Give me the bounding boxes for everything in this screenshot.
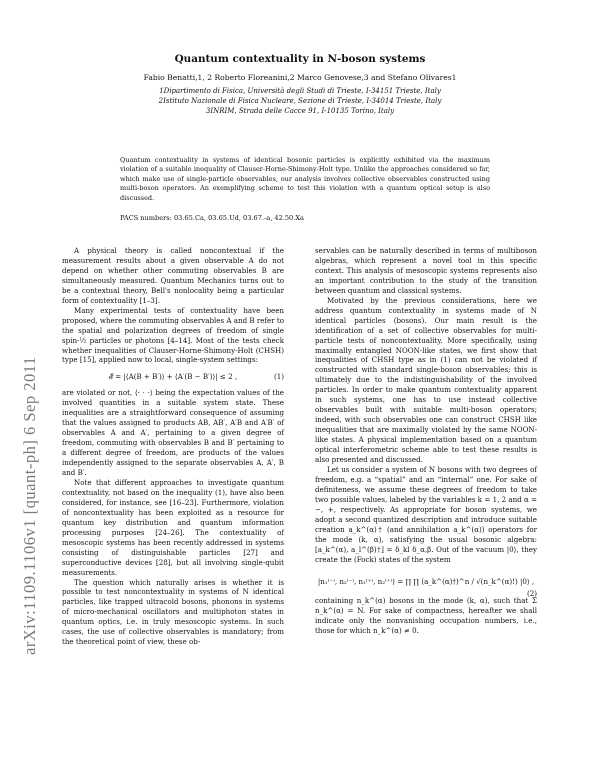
paragraph: Note that different approaches to investigate quantum contextuality, not based on the inequality (1), have also been considered, for instance, see [16–23]. Furthermore, violation of noncontextuality has been exploited as a resource for quantum key distribution and quantum information processing purposes [24–26]. The contextuality of mesoscopic systems has been recently addressed in systems consisting of distinguishable particles [27] and superconductive devices [28], but all involving single-qubit measurements. (62, 477, 284, 577)
affiliation-3: 3INRIM, Strada delle Cacce 91, I-10135 Torino, Italy (205, 107, 395, 115)
equation-1 (62, 372, 284, 382)
paragraph: A physical theory is called noncontextual if the measurement results about a given observable A do not depend on whether other commuting observables B are simultaneously measured. Quantum Mechanics turns out to be a contextual theory, Bell's nonlocality being a particular form of contextuality [1–3]. (62, 246, 284, 305)
arxiv-identifier: arXiv:1109.1106v1 [quant-ph] 6 Sep 2011 (20, 356, 39, 655)
equation-number: (1) (273, 372, 284, 382)
affiliation-1: 1Dipartimento di Fisica, Università degli Studi di Trieste, I-34151 Trieste, Italy (159, 87, 441, 95)
affiliation-2: 2Istituto Nazionale di Fisica Nucleare, Sezione di Trieste, I-34014 Trieste, Italy (158, 97, 442, 105)
pacs-numbers: PACS numbers: 03.65.Ca, 03.65.Ud, 03.67.-a, 42.50.Xa (120, 214, 304, 222)
equation-body: 𝓔 = |⟨A(B + B′)⟩ + ⟨A′(B − B′)⟩| ≤ 2 , (108, 372, 238, 382)
paragraph: servables can be naturally described in terms of multiboson algebras, which represent a novel tool in this specific context. This analysis of mesoscopic systems represents also an important contribution to the study of the transition between quantum and classical systems. (315, 246, 537, 295)
paragraph: Motivated by the previous considerations, here we address quantum contextuality in systems made of N identical particles (bosons). Our main result is the identification of a set of collective observables for multi-particle tests of noncontextuality. More specifically, using maximally entangled NOON-like states, we first show that inequalities of CHSH type as in (1) can not be violated if constructed with standard single-boson observables; this is ultimately due to the indistinguishability of the involved particles. In order to make quantum contextuality apparent in such systems, one has to use instead collective observables built with suitable multi-boson operators; indeed, with such observables one can construct CHSH like inequalities that are maximally violated by the same NOON-like states. A physical implementation based on a quantum optical interferometric scheme able to test these results is also presented and discussed. (315, 295, 537, 465)
paragraph: are violated or not, ⟨· · ·⟩ being the expectation values of the involved quantities in a suitable system state. These inequalities are a straightforward consequence of assuming that the values assigned to products AB, AB′, A′B and A′B′ of observables A and A′, pertaining to a given degree of freedom, commuting with observables B and B′ pertaining to a different degree of freedom, are products of the values independently assigned to the separate observables A, A′, B and B′. (62, 388, 284, 478)
equation-number: (2) (526, 588, 537, 598)
paragraph: Many experimental tests of contextuality have been proposed, where the commuting observables A and B refer to the spatial and polarization degrees of freedom of single spin-½ particles or photons [4–14]. Most of the tests check whether inequalities of Clauser-Horne-Shimony-Holt (CHSH) type [15], applied now to local, single-system settings: (62, 305, 285, 365)
paragraph: Let us consider a system of N bosons with two degrees of freedom, e.g. a “spatial” and an “internal” one. For sake of definiteness, we assume these degrees of freedom to take two possible values, labeled by the variables k = 1, 2 and α = −, +, respectively. As appropriate for boson systems, we adopt a second quantized description and introduce suitable creation a_k^(α)† (and annihilation a_k^(α)) operators for the mode (k, α), satisfying the usual bosonic algebra: [a_k^(α), a_l^(β)†] = δ_kl δ_α,β. Out of the vacuum |0⟩, they create the (Fock) states of the system (315, 464, 537, 564)
left-column (62, 246, 284, 647)
author-list: Fabio Benatti,1, 2 Roberto Floreanini,2 Marco Genovese,3 and Stefano Olivares1 (143, 73, 457, 82)
equation-body: |n₁⁽⁻⁾, n₂⁽⁻⁾, n₁⁽⁺⁾, n₂⁽⁺⁾⟩ = ∏ ∏ (a_k^(α)†)^n / √(n_k^(α)!) |0⟩ , (317, 576, 535, 586)
paper-title: Quantum contextuality in N-boson systems (174, 53, 426, 65)
equation-2 (315, 576, 537, 598)
paragraph: The question which naturally arises is whether it is possible to test noncontextuality in systems of N identical particles, like trapped ultracold bosons, phonons in systems of micro-mechanical oscillators and multiphoton states in quantum optics, i.e. in truly mesoscopic systems. In such cases, the use of collective observables is mandatory; from the theoretical point of view, these ob- (62, 577, 284, 647)
paragraph: containing n_k^(α) bosons in the mode (k, α), such that Σ n_k^(α) = N. For sake of compactness, hereafter we shall indicate only the nonvanishing occupation numbers, i.e., those for which n_k^(α) ≠ 0. (315, 596, 537, 636)
right-column (315, 246, 537, 636)
abstract: Quantum contextuality in systems of identical bosonic particles is explicitly exhibited via the maximum violation of a suitable inequality of Clauser-Horne-Shimony-Holt type. Unlike the approaches considered so far, which make use of single-particle observables, our analysis involves collective observables constructed using multi-boson operators. An exemplifying scheme to test this violation with a quantum optical setup is also discussed. (120, 156, 490, 202)
